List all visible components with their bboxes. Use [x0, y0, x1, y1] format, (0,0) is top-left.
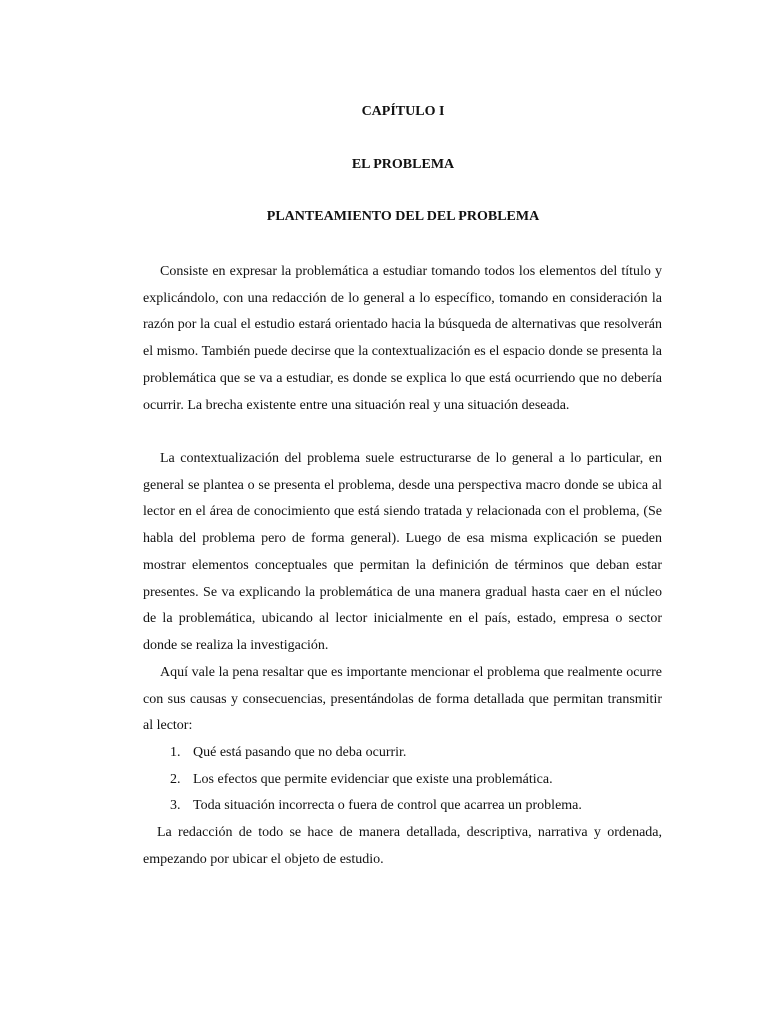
list-item-text: Los efectos que permite evidenciar que existe una problemática. [193, 771, 553, 787]
chapter-title: CAPÍTULO I [361, 104, 445, 119]
paragraph-definition: Consiste en expresar la problemática a estudiar tomando todos los elementos del título y explicándolo, con una redacción de lo general a lo específico, tomando en consideración la razón por la cual el estudio estará orientado hacia la búsqueda de alternativas que resolverán el mismo. También puede decirse que la contextualización es el espacio donde se presenta la problemática que se va a estudiar, es donde se explica lo que está ocurriendo que no debería ocurrir. La brecha existente entre una situación real y una situación deseada. [143, 264, 662, 413]
list-item [143, 767, 662, 794]
numbered-list [143, 740, 662, 820]
list-item-number: 2. [170, 771, 181, 787]
list-item [143, 740, 662, 767]
list-item-number: 1. [170, 745, 181, 760]
list-item-text: Qué está pasando que no deba ocurrir. [193, 745, 407, 760]
list-item [143, 793, 662, 820]
section-title: EL PROBLEMA [351, 157, 455, 172]
list-item-number: 3. [170, 798, 181, 814]
list-item-text: Toda situación incorrecta o fuera de control que acarrea un problema. [193, 798, 582, 814]
paragraph-causes: Aquí vale la pena resaltar que es importante mencionar el problema que realmente ocurre con sus causas y consecuencias, presentándolas de forma detallada que permitan transmitir al lector: [143, 665, 662, 734]
subsection-title: PLANTEAMIENTO DEL DEL PROBLEMA [266, 209, 540, 224]
paragraph-contextualization: La contextualización del problema suele estructurarse de lo general a lo particular, en general se plantea o se presenta el problema, desde una perspectiva macro donde se ubica al lector en el área de conocimiento que está siendo tratada y relacionada con el problema, (Se habla del problema pero de forma general). Luego de esa misma explicación se pueden mostrar elementos conceptuales que permitan la definición de términos que deban estar presentes. Se va explicando la problemática de una manera gradual hasta caer en el núcleo de la problemática, ubicando al lector inicialmente en el país, estado, empresa o sector donde se realiza la investigación. [143, 451, 662, 653]
paragraph-writing-style: La redacción de todo se hace de manera detallada, descriptiva, narrativa y ordenada, empezando por ubicar el objeto de estudio. [143, 825, 662, 867]
